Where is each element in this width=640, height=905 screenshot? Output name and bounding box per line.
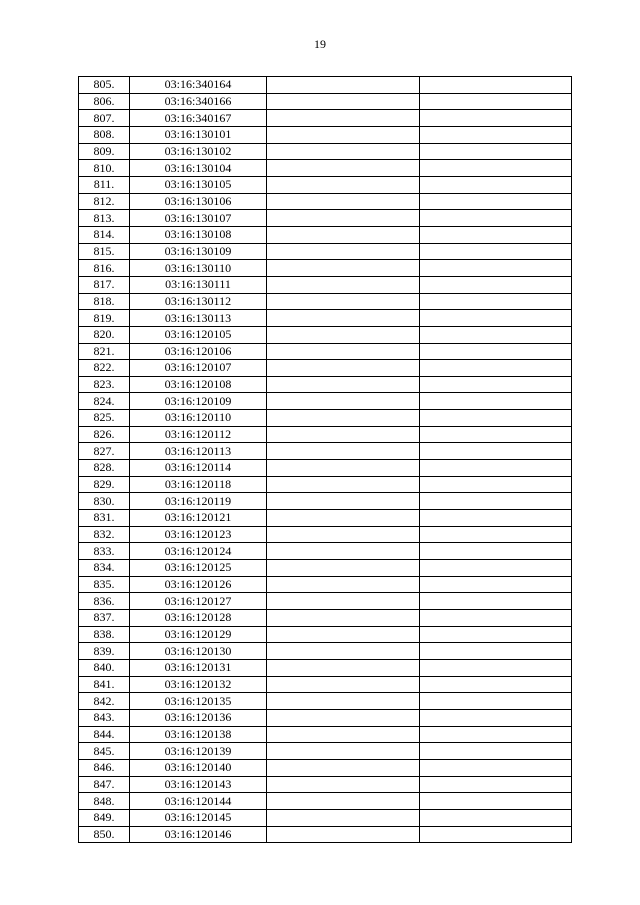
table-row [79, 576, 572, 593]
row-number-cell: 829. [79, 476, 130, 493]
table-body [79, 77, 572, 843]
empty-cell-4 [420, 560, 572, 577]
empty-cell-4 [420, 143, 572, 160]
cadastral-code-cell: 03:16:120135 [130, 693, 267, 710]
empty-cell-4 [420, 643, 572, 660]
row-number-cell: 817. [79, 276, 130, 293]
empty-cell-3 [267, 759, 420, 776]
empty-cell-3 [267, 693, 420, 710]
cadastral-code-cell: 03:16:120145 [130, 809, 267, 826]
row-number-cell: 821. [79, 343, 130, 360]
empty-cell-4 [420, 393, 572, 410]
empty-cell-4 [420, 77, 572, 94]
table-row [79, 226, 572, 243]
empty-cell-3 [267, 393, 420, 410]
table-row [79, 160, 572, 177]
row-number-cell: 848. [79, 793, 130, 810]
row-number-cell: 842. [79, 693, 130, 710]
empty-cell-3 [267, 610, 420, 627]
table-row [79, 210, 572, 227]
cadastral-code-cell: 03:16:130104 [130, 160, 267, 177]
empty-cell-3 [267, 443, 420, 460]
row-number-cell: 832. [79, 526, 130, 543]
row-number-cell: 828. [79, 460, 130, 477]
cadastral-table [78, 76, 572, 843]
empty-cell-4 [420, 410, 572, 427]
row-number-cell: 841. [79, 676, 130, 693]
row-number-cell: 814. [79, 226, 130, 243]
empty-cell-4 [420, 126, 572, 143]
cadastral-code-cell: 03:16:120110 [130, 410, 267, 427]
empty-cell-3 [267, 226, 420, 243]
empty-cell-3 [267, 593, 420, 610]
row-number-cell: 813. [79, 210, 130, 227]
cadastral-code-cell: 03:16:120146 [130, 826, 267, 843]
cadastral-code-cell: 03:16:120114 [130, 460, 267, 477]
empty-cell-4 [420, 693, 572, 710]
row-number-cell: 836. [79, 593, 130, 610]
empty-cell-3 [267, 77, 420, 94]
cadastral-code-cell: 03:16:130113 [130, 310, 267, 327]
table-row [79, 393, 572, 410]
empty-cell-4 [420, 476, 572, 493]
empty-cell-4 [420, 243, 572, 260]
row-number-cell: 835. [79, 576, 130, 593]
empty-cell-4 [420, 343, 572, 360]
empty-cell-4 [420, 93, 572, 110]
table-row [79, 493, 572, 510]
empty-cell-4 [420, 326, 572, 343]
empty-cell-3 [267, 93, 420, 110]
table-row [79, 543, 572, 560]
empty-cell-4 [420, 210, 572, 227]
empty-cell-3 [267, 293, 420, 310]
table-row [79, 759, 572, 776]
table-row [79, 110, 572, 127]
table-row [79, 426, 572, 443]
row-number-cell: 845. [79, 743, 130, 760]
row-number-cell: 820. [79, 326, 130, 343]
row-number-cell: 840. [79, 659, 130, 676]
row-number-cell: 838. [79, 626, 130, 643]
empty-cell-3 [267, 776, 420, 793]
cadastral-code-cell: 03:16:120121 [130, 510, 267, 527]
empty-cell-4 [420, 426, 572, 443]
cadastral-code-cell: 03:16:120118 [130, 476, 267, 493]
row-number-cell: 839. [79, 643, 130, 660]
cadastral-code-cell: 03:16:120130 [130, 643, 267, 660]
table-row [79, 93, 572, 110]
row-number-cell: 816. [79, 260, 130, 277]
empty-cell-4 [420, 493, 572, 510]
cadastral-code-cell: 03:16:120124 [130, 543, 267, 560]
empty-cell-4 [420, 176, 572, 193]
empty-cell-3 [267, 626, 420, 643]
empty-cell-3 [267, 326, 420, 343]
empty-cell-3 [267, 160, 420, 177]
empty-cell-3 [267, 643, 420, 660]
cadastral-code-cell: 03:16:340167 [130, 110, 267, 127]
table-row [79, 276, 572, 293]
empty-cell-3 [267, 560, 420, 577]
cadastral-code-cell: 03:16:120108 [130, 376, 267, 393]
table-row [79, 326, 572, 343]
row-number-cell: 807. [79, 110, 130, 127]
empty-cell-4 [420, 110, 572, 127]
empty-cell-3 [267, 676, 420, 693]
empty-cell-4 [420, 593, 572, 610]
row-number-cell: 849. [79, 809, 130, 826]
row-number-cell: 809. [79, 143, 130, 160]
table-row [79, 560, 572, 577]
cadastral-code-cell: 03:16:340164 [130, 77, 267, 94]
table-row [79, 310, 572, 327]
row-number-cell: 812. [79, 193, 130, 210]
cadastral-code-cell: 03:16:120123 [130, 526, 267, 543]
row-number-cell: 831. [79, 510, 130, 527]
cadastral-code-cell: 03:16:120132 [130, 676, 267, 693]
cadastral-code-cell: 03:16:130106 [130, 193, 267, 210]
row-number-cell: 825. [79, 410, 130, 427]
empty-cell-3 [267, 276, 420, 293]
cadastral-code-cell: 03:16:130111 [130, 276, 267, 293]
empty-cell-4 [420, 376, 572, 393]
empty-cell-3 [267, 193, 420, 210]
cadastral-code-cell: 03:16:120113 [130, 443, 267, 460]
empty-cell-4 [420, 226, 572, 243]
empty-cell-3 [267, 176, 420, 193]
row-number-cell: 818. [79, 293, 130, 310]
cadastral-code-cell: 03:16:130105 [130, 176, 267, 193]
empty-cell-4 [420, 610, 572, 627]
cadastral-code-cell: 03:16:120143 [130, 776, 267, 793]
row-number-cell: 819. [79, 310, 130, 327]
row-number-cell: 811. [79, 176, 130, 193]
cadastral-code-cell: 03:16:120126 [130, 576, 267, 593]
cadastral-code-cell: 03:16:120129 [130, 626, 267, 643]
table-row [79, 193, 572, 210]
empty-cell-4 [420, 276, 572, 293]
row-number-cell: 833. [79, 543, 130, 560]
table-row [79, 743, 572, 760]
row-number-cell: 850. [79, 826, 130, 843]
table-row [79, 809, 572, 826]
empty-cell-3 [267, 376, 420, 393]
table-row [79, 626, 572, 643]
row-number-cell: 846. [79, 759, 130, 776]
empty-cell-4 [420, 809, 572, 826]
table-row [79, 77, 572, 94]
empty-cell-3 [267, 143, 420, 160]
empty-cell-4 [420, 743, 572, 760]
empty-cell-4 [420, 260, 572, 277]
row-number-cell: 815. [79, 243, 130, 260]
empty-cell-3 [267, 659, 420, 676]
empty-cell-3 [267, 809, 420, 826]
empty-cell-4 [420, 759, 572, 776]
empty-cell-3 [267, 310, 420, 327]
row-number-cell: 830. [79, 493, 130, 510]
cadastral-code-cell: 03:16:120107 [130, 360, 267, 377]
empty-cell-3 [267, 410, 420, 427]
cadastral-code-cell: 03:16:130108 [130, 226, 267, 243]
cadastral-code-cell: 03:16:120138 [130, 726, 267, 743]
empty-cell-3 [267, 460, 420, 477]
empty-cell-4 [420, 709, 572, 726]
empty-cell-3 [267, 476, 420, 493]
cadastral-code-cell: 03:16:120139 [130, 743, 267, 760]
table-row [79, 176, 572, 193]
table-row [79, 826, 572, 843]
cadastral-code-cell: 03:16:130107 [130, 210, 267, 227]
table-row [79, 476, 572, 493]
empty-cell-4 [420, 676, 572, 693]
cadastral-code-cell: 03:16:120131 [130, 659, 267, 676]
empty-cell-4 [420, 310, 572, 327]
cadastral-code-cell: 03:16:130109 [130, 243, 267, 260]
cadastral-code-cell: 03:16:120136 [130, 709, 267, 726]
empty-cell-4 [420, 776, 572, 793]
empty-cell-3 [267, 243, 420, 260]
table-row [79, 510, 572, 527]
empty-cell-3 [267, 260, 420, 277]
row-number-cell: 810. [79, 160, 130, 177]
empty-cell-4 [420, 826, 572, 843]
table-row [79, 709, 572, 726]
cadastral-code-cell: 03:16:120105 [130, 326, 267, 343]
empty-cell-3 [267, 126, 420, 143]
row-number-cell: 824. [79, 393, 130, 410]
table-row [79, 293, 572, 310]
table-row [79, 526, 572, 543]
empty-cell-3 [267, 510, 420, 527]
cadastral-code-cell: 03:16:120128 [130, 610, 267, 627]
empty-cell-4 [420, 160, 572, 177]
empty-cell-3 [267, 210, 420, 227]
row-number-cell: 805. [79, 77, 130, 94]
table-row [79, 593, 572, 610]
empty-cell-4 [420, 360, 572, 377]
empty-cell-3 [267, 793, 420, 810]
table-row [79, 776, 572, 793]
cadastral-code-cell: 03:16:120109 [130, 393, 267, 410]
table-row [79, 243, 572, 260]
cadastral-code-cell: 03:16:130110 [130, 260, 267, 277]
row-number-cell: 827. [79, 443, 130, 460]
empty-cell-3 [267, 709, 420, 726]
empty-cell-4 [420, 526, 572, 543]
table-row [79, 676, 572, 693]
empty-cell-3 [267, 426, 420, 443]
empty-cell-4 [420, 659, 572, 676]
row-number-cell: 823. [79, 376, 130, 393]
cadastral-code-cell: 03:16:130101 [130, 126, 267, 143]
empty-cell-3 [267, 526, 420, 543]
table-row [79, 726, 572, 743]
table-row [79, 126, 572, 143]
empty-cell-4 [420, 460, 572, 477]
empty-cell-4 [420, 793, 572, 810]
table-row [79, 659, 572, 676]
cadastral-code-cell: 03:16:120125 [130, 560, 267, 577]
cadastral-code-cell: 03:16:120106 [130, 343, 267, 360]
table-row [79, 143, 572, 160]
empty-cell-3 [267, 826, 420, 843]
row-number-cell: 826. [79, 426, 130, 443]
empty-cell-3 [267, 343, 420, 360]
table-row [79, 376, 572, 393]
empty-cell-4 [420, 443, 572, 460]
empty-cell-4 [420, 510, 572, 527]
empty-cell-4 [420, 626, 572, 643]
cadastral-code-cell: 03:16:120119 [130, 493, 267, 510]
cadastral-code-cell: 03:16:120112 [130, 426, 267, 443]
empty-cell-4 [420, 543, 572, 560]
row-number-cell: 834. [79, 560, 130, 577]
row-number-cell: 847. [79, 776, 130, 793]
row-number-cell: 806. [79, 93, 130, 110]
empty-cell-3 [267, 543, 420, 560]
row-number-cell: 837. [79, 610, 130, 627]
row-number-cell: 843. [79, 709, 130, 726]
table-row [79, 443, 572, 460]
table-row [79, 460, 572, 477]
empty-cell-3 [267, 743, 420, 760]
cadastral-code-cell: 03:16:340166 [130, 93, 267, 110]
cadastral-code-cell: 03:16:120127 [130, 593, 267, 610]
cadastral-code-cell: 03:16:130112 [130, 293, 267, 310]
empty-cell-3 [267, 360, 420, 377]
table-row [79, 643, 572, 660]
cadastral-code-cell: 03:16:120144 [130, 793, 267, 810]
table-row [79, 260, 572, 277]
empty-cell-4 [420, 726, 572, 743]
empty-cell-4 [420, 193, 572, 210]
empty-cell-3 [267, 576, 420, 593]
table-row [79, 360, 572, 377]
row-number-cell: 822. [79, 360, 130, 377]
table-row [79, 693, 572, 710]
cadastral-code-cell: 03:16:120140 [130, 759, 267, 776]
empty-cell-3 [267, 726, 420, 743]
row-number-cell: 808. [79, 126, 130, 143]
empty-cell-3 [267, 493, 420, 510]
page-number: 19 [314, 37, 326, 51]
table-row [79, 343, 572, 360]
cadastral-code-cell: 03:16:130102 [130, 143, 267, 160]
empty-cell-3 [267, 110, 420, 127]
row-number-cell: 844. [79, 726, 130, 743]
table-row [79, 410, 572, 427]
empty-cell-4 [420, 576, 572, 593]
table-row [79, 610, 572, 627]
table-row [79, 793, 572, 810]
empty-cell-4 [420, 293, 572, 310]
